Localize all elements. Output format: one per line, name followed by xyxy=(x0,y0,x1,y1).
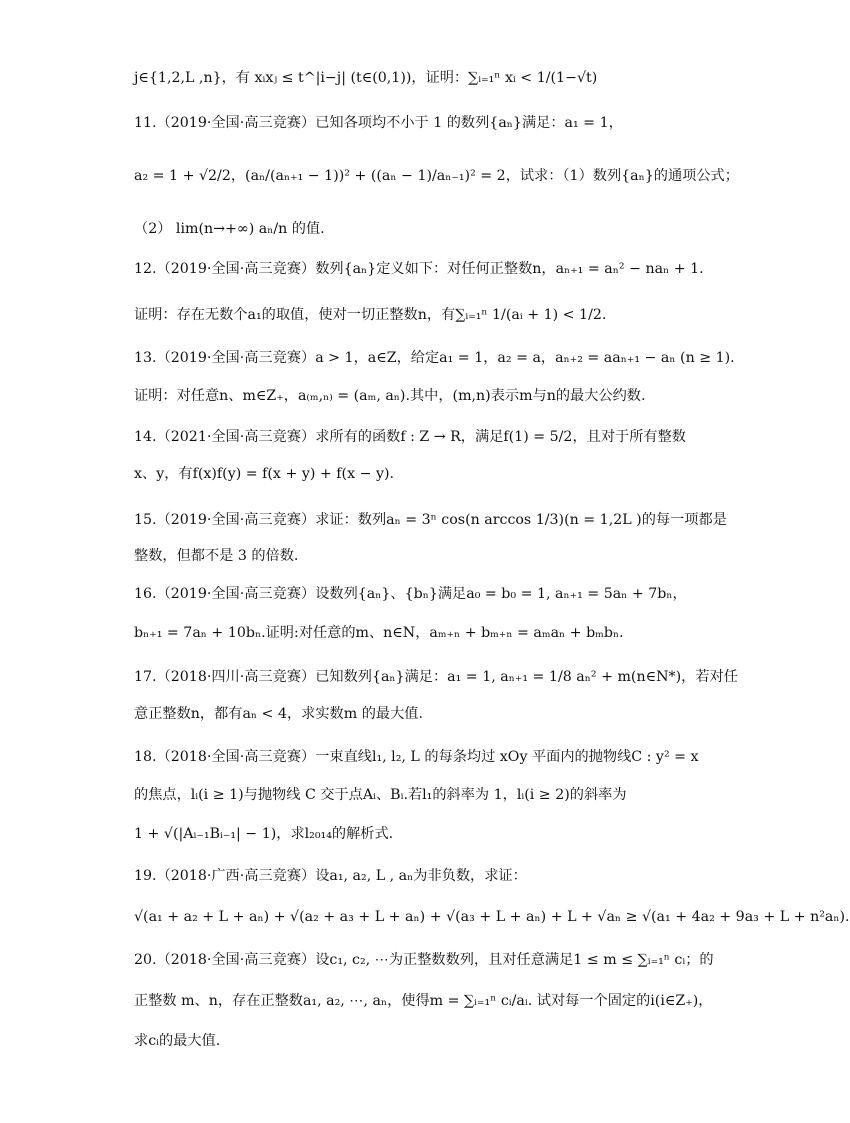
text-line-1: j∈{1,2,L ,n}，有 xᵢxⱼ ≤ t^|i−j| (t∈(0,1))，证明：∑ᵢ₌₁ⁿ xᵢ < 1/(1−√t) xyxy=(134,70,598,86)
problem-13-line-2: 证明：对任意n、m∈Z₊，a₍ₘ,ₙ₎ = (aₘ, aₙ).其中，(m,n)表示m与n的最大公约数. xyxy=(134,388,646,404)
problem-12-line-2: 证明：存在无数个a₁的取值，使对一切正整数n，有∑ᵢ₌₁ⁿ 1/(aᵢ + 1) < 1/2. xyxy=(134,307,607,323)
problem-18-line-3: 1 + √(|Aᵢ₋₁Bᵢ₋₁| − 1)，求l₂₀₁₄的解析式. xyxy=(134,826,394,842)
problem-20-line-3: 求cᵢ的最大值. xyxy=(134,1033,221,1049)
problem-18-line-1: 18.（2018·全国·高三竞赛）一束直线l₁, l₂, L 的每条均过 xOy 平面内的抛物线C : y² = x xyxy=(134,749,699,765)
problem-19-line-2: √(a₁ + a₂ + L + aₙ) + √(a₂ + a₃ + L + aₙ) + √(a₃ + L + aₙ) + L + √aₙ ≥ √(a₁ + 4a₂ + 9a₃ + L + n²aₙ). xyxy=(134,909,850,925)
problem-20-line-1: 20.（2018·全国·高三竞赛）设c₁, c₂, ⋯为正整数数列，且对任意满足1 ≤ m ≤ ∑ᵢ₌₁ⁿ cᵢ；的 xyxy=(134,952,714,968)
problem-15-line-1: 15.（2019·全国·高三竞赛）求证：数列aₙ = 3ⁿ cos(n arccos 1/3)(n = 1,2L )的每一项都是 xyxy=(134,512,727,528)
problem-11-line-1: 11.（2019·全国·高三竞赛）已知各项均不小于 1 的数列{aₙ}满足：a₁ = 1， xyxy=(134,115,623,131)
problem-13-line-1: 13.（2019·全国·高三竞赛）a > 1，a∈Z，给定a₁ = 1，a₂ = a，aₙ₊₂ = aaₙ₊₁ − aₙ (n ≥ 1). xyxy=(134,350,735,366)
problem-11-line-2: a₂ = 1 + √2/2，(aₙ/(aₙ₊₁ − 1))² + ((aₙ − 1)/aₙ₋₁)² = 2，试求：（1）数列{aₙ}的通项公式； xyxy=(134,168,739,184)
problem-16-line-2: bₙ₊₁ = 7aₙ + 10bₙ.证明:对任意的m、n∈N，aₘ₊ₙ + bₘ₊ₙ = aₘaₙ + bₘbₙ. xyxy=(134,625,624,641)
problem-14-line-1: 14.（2021·全国·高三竞赛）求所有的函数f : Z → R，满足f(1) = 5/2，且对于所有整数 xyxy=(134,429,686,445)
problem-12-line-1: 12.（2019·全国·高三竞赛）数列{aₙ}定义如下：对任何正整数n，aₙ₊₁ = aₙ² − naₙ + 1. xyxy=(134,261,704,277)
problem-11-line-3: （2） lim(n→+∞) aₙ/n 的值. xyxy=(134,221,325,237)
problem-19-line-1: 19.（2018·广西·高三竞赛）设a₁, a₂, L , aₙ为非负数，求证： xyxy=(134,868,527,884)
problem-18-line-2: 的焦点，lᵢ(i ≥ 1)与抛物线 C 交于点Aᵢ、Bᵢ.若l₁的斜率为 1，lᵢ(i ≥ 2)的斜率为 xyxy=(134,787,627,803)
problem-17-line-1: 17.（2018·四川·高三竞赛）已知数列{aₙ}满足：a₁ = 1, aₙ₊₁ = 1/8 aₙ² + m(n∈N*)，若对任 xyxy=(134,669,738,685)
problem-20-line-2: 正整数 m、n，存在正整数a₁, a₂, ⋯, aₙ，使得m = ∑ᵢ₌₁ⁿ cᵢ/aᵢ. 试对每一个固定的i(i∈Z₊)， xyxy=(134,993,713,1009)
problem-15-line-2: 整数，但都不是 3 的倍数. xyxy=(134,548,299,564)
problem-17-line-2: 意正整数n，都有aₙ < 4，求实数m 的最大值. xyxy=(134,706,423,722)
problem-14-line-2: x、y，有f(x)f(y) = f(x + y) + f(x − y). xyxy=(134,466,395,482)
problem-16-line-1: 16.（2019·全国·高三竞赛）设数列{aₙ}、{bₙ}满足a₀ = b₀ = 1, aₙ₊₁ = 5aₙ + 7bₙ， xyxy=(134,586,687,602)
